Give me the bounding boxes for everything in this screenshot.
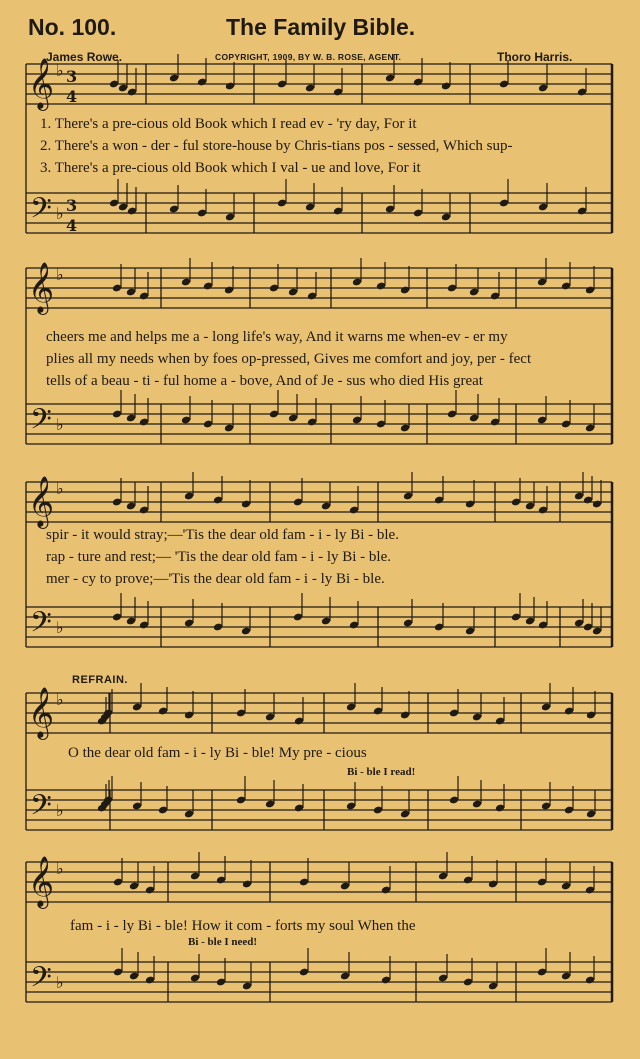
treble-clef: 𝄞 <box>28 687 55 738</box>
flat-key-signature: ♭ <box>56 801 64 820</box>
bass-clef: 𝄢 <box>30 192 52 232</box>
refrain-line2: fam - i - ly Bi - ble! How it com - forts my soul When the <box>70 918 416 934</box>
refrain-echo1: Bi - ble I read! <box>347 766 416 778</box>
flat-key-signature: ♭ <box>56 973 64 992</box>
flat-key-signature: ♭ <box>56 859 64 878</box>
verse3-line1: 3. There's a pre-cious old Book which I val - ue and love, For it <box>40 160 421 176</box>
verse1-line1: 1. There's a pre-cious old Book which I read ev - 'ry day, For it <box>40 116 417 132</box>
treble-clef: 𝄞 <box>28 476 55 527</box>
refrain-label: REFRAIN. <box>72 674 128 686</box>
verse2-line2: plies all my needs when by foes op-pressed, Gives me comfort and joy, per - fect <box>46 351 532 367</box>
treble-clef: 𝄞 <box>28 856 55 907</box>
flat-key-signature: ♭ <box>56 265 64 284</box>
hymn-title: The Family Bible. <box>226 14 416 40</box>
music-by: Thoro Harris. <box>497 50 573 64</box>
bass-clef: 𝄢 <box>30 403 52 443</box>
verse1-line3: spir - it would stray;—'Tis the dear old fam - i - ly Bi - ble. <box>46 527 399 543</box>
flat-key-signature: ♭ <box>56 204 64 223</box>
verse2-line3: rap - ture and rest;— 'Tis the dear old fam - i - ly Bi - ble. <box>46 549 391 565</box>
verse3-line2: tells of a beau - ti - ful home a - bove, And of Je - sus who died His great <box>46 373 483 389</box>
bass-clef: 𝄢 <box>30 606 52 646</box>
time-signature-top: 3 <box>66 196 78 215</box>
verse3-line3: mer - cy to prove;—'Tis the dear old fam - i - ly Bi - ble. <box>46 571 385 587</box>
hymn-number: No. 100. <box>28 14 117 40</box>
bass-clef: 𝄢 <box>30 961 52 1001</box>
words-by: James Rowe. <box>46 50 123 64</box>
time-signature-bottom: 4 <box>66 216 78 235</box>
refrain-echo2: Bi - ble I need! <box>188 936 258 948</box>
flat-key-signature: ♭ <box>56 61 64 80</box>
flat-key-signature: ♭ <box>56 415 64 434</box>
verse2-line1: 2. There's a won - der - ful store-house by Chris-tians pos - sessed, Which sup- <box>40 138 513 154</box>
treble-clef: 𝄞 <box>28 58 55 109</box>
flat-key-signature: ♭ <box>56 479 64 498</box>
refrain-line1: O the dear old fam - i - ly Bi - ble! My pre - cious <box>68 745 367 761</box>
bass-clef: 𝄢 <box>30 789 52 829</box>
verse1-line2: cheers me and helps me a - long life's way, And it warns me when-ev - er my <box>46 329 508 345</box>
flat-key-signature: ♭ <box>56 690 64 709</box>
time-signature-top: 3 <box>66 67 78 86</box>
time-signature-bottom: 4 <box>66 87 78 106</box>
flat-key-signature: ♭ <box>56 618 64 637</box>
treble-clef: 𝄞 <box>28 262 55 313</box>
copyright-notice: COPYRIGHT, 1909, BY W. B. ROSE, AGENT. <box>215 52 402 62</box>
